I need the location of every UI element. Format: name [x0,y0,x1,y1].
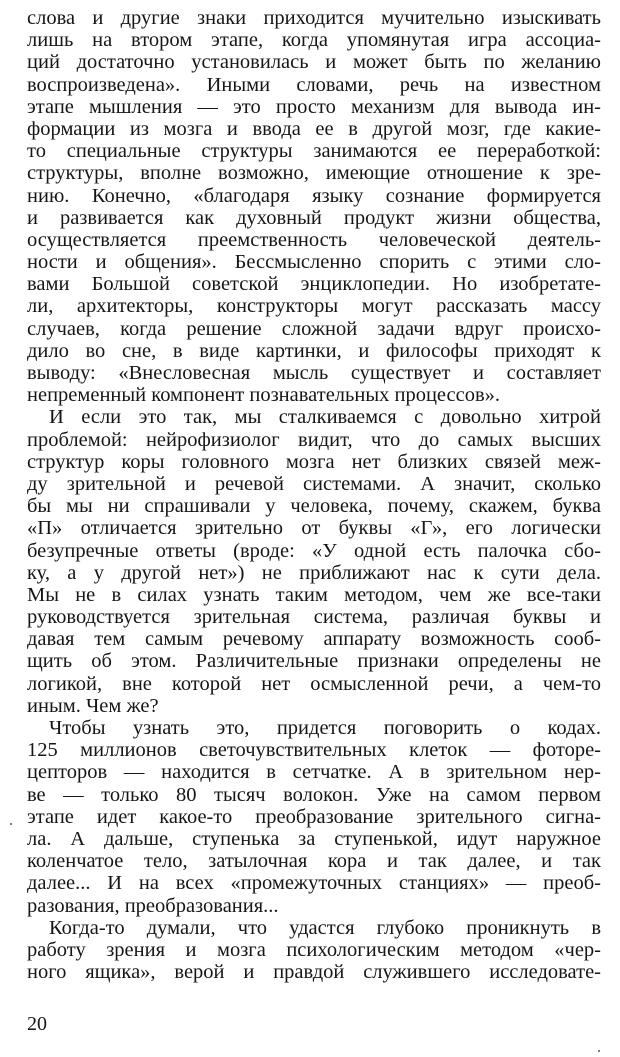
text-line: структуры, вполне возможно, имеющие отношение к зре- [27,162,601,185]
text-line: осуществляется преемственность человеческой деятель- [27,228,601,251]
text-line: ла. А дальше, ступенька за ступенькой, идут наружное [27,827,601,850]
text-line: проблемой: нейрофизиолог видит, что до самых высших [27,428,601,451]
text-line: воспроизведена». Иными словами, речь на известном [27,73,601,96]
scan-speck [10,823,12,825]
text-line: этапе идет какое-то преобразование зрительного сигна- [27,805,601,828]
text-line: работу зрения и мозга психологическим методом «чер- [27,938,601,961]
text-line: цепторов — находится в сетчатке. А в зрительном нер- [27,761,601,784]
text-line: ного ящика», верой и правдой служившего исследовате- [27,961,601,984]
text-line: И если это так, мы сталкиваемся с довольно хитрой [49,406,601,429]
text-line: ку, а у другой нет») не приближают нас к сути дела. [27,561,601,584]
text-line: структур коры головного мозга нет близких связей меж- [27,450,601,473]
text-line: «П» отличается зрительно от буквы «Г», его логически [27,517,601,540]
scan-speck [598,1050,600,1052]
text-line: непременный компонент познавательных процессов». [27,384,501,407]
text-line: и развивается как духовный продукт жизни общества, [27,206,601,229]
text-line: ли, архитекторы, конструкторы могут рассказать массу [27,295,601,318]
text-line: выводу: «Внесловесная мысль существует и составляет [27,362,601,384]
text-line: коленчатое тело, затылочная кора и так далее, и так [27,850,601,873]
text-line: Когда-то думали, что удастся глубоко проникнуть в [49,916,601,939]
text-line: безупречные ответы (вроде: «У одной есть палочка сбо- [27,539,601,562]
text-line: 125 миллионов светочувствительных клеток — фоторе- [27,739,601,762]
page-number: 20 [27,1013,47,1035]
text-line: вами Большой советской энциклопедии. Но изобретате- [27,273,601,296]
text-line: формации из мозга и ввода ее в другой мозг, где какие- [27,117,601,140]
text-line: давая тем самым речевому аппарату возможность сооб- [27,628,601,651]
text-line: Чтобы узнать это, придется поговорить о кодах. [49,717,601,739]
text-line: ду зрительной и речевой системами. А значит, сколько [27,472,601,495]
text-line: бы мы ни спрашивали у человека, почему, скажем, буква [27,495,601,518]
text-line: ве — только 80 тысяч волокон. Уже на самом первом [27,783,601,806]
text-line: слова и другие знаки приходится мучительно изыскивать [27,7,601,29]
text-line: этапе мышления — это просто механизм для вывода ин- [27,95,601,118]
text-line: лишь на втором этапе, когда упомянутая игра ассоциа- [27,29,601,52]
text-line: то специальные структуры занимаются ее переработкой: [27,140,601,163]
text-line: дило во сне, в виде картинки, и философы приходят к [27,339,601,362]
text-line: иным. Чем же? [27,694,159,717]
text-line: случаев, когда решение сложной задачи вдруг происхо- [27,317,601,340]
text-line: логикой, вне которой нет осмысленной речи, а чем-то [27,672,601,695]
text-line: ности и общения». Бессмысленно спорить с этими сло- [27,251,601,274]
text-line: далее... И на всех «промежуточных станциях» — преоб- [27,872,601,895]
text-line: Мы не в силах узнать таким методом, чем же все-таки [27,583,601,606]
page-body [27,7,601,983]
text-line: нию. Конечно, «благодаря языку сознание формируется [27,184,601,207]
text-line: разования, преобразования... [27,894,279,917]
text-line: ций достаточно установилась и может быть по желанию [27,51,601,74]
text-line: щить об этом. Различительные признаки определены не [27,650,601,673]
text-line: руководствуется зрительная система, различая буквы и [27,606,601,629]
